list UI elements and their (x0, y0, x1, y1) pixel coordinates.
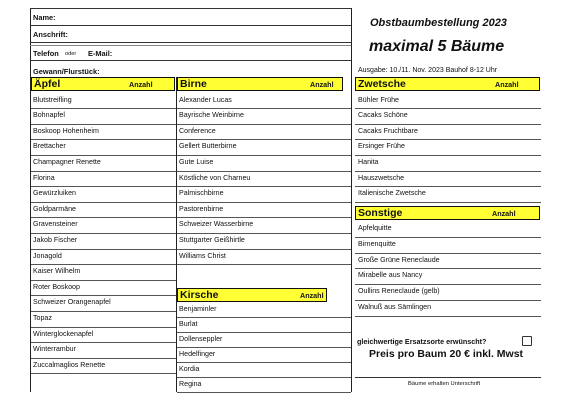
list-item-aepfel: Jonagold (33, 251, 62, 260)
amount-field-aepfel[interactable] (31, 249, 176, 250)
list-item-zwetsche: Italienische Zwetsche (358, 189, 426, 198)
amount-field-birne[interactable] (177, 233, 351, 234)
list-item-birne: Schweizer Wasserbirne (179, 220, 254, 229)
amount-field-birne[interactable] (177, 108, 351, 109)
amount-field-kirsche[interactable] (177, 362, 351, 363)
parcel-label: Gewann/Flurstück: (33, 67, 100, 76)
list-item-sonstige: Walnuß aus Sämlingen (358, 303, 432, 311)
list-item-zwetsche: Bühler Frühe (358, 95, 400, 104)
amount-field-birne[interactable] (177, 139, 351, 140)
list-item-birne: Bayrische Weinbirne (179, 111, 244, 120)
list-item-aepfel: Goldparmäne (33, 204, 76, 213)
list-item-sonstige: Oullins Reneclaude (gelb) (358, 287, 440, 296)
amount-field-kirsche[interactable] (177, 317, 351, 318)
list-item-sonstige: Birnenquitte (358, 239, 396, 248)
section-header-kirsche (177, 288, 327, 302)
amount-field-aepfel[interactable] (31, 280, 176, 281)
amount-field-sonstige[interactable] (355, 284, 541, 285)
list-item-aepfel: Winterglockenapfel (33, 329, 94, 338)
section-header-zwetsche (355, 77, 540, 91)
amount-field-birne[interactable] (177, 186, 351, 187)
amount-field-aepfel[interactable] (31, 264, 176, 265)
list-item-zwetsche: Ersinger Frühe (358, 142, 405, 151)
amount-field-birne[interactable] (177, 202, 351, 203)
amount-field-aepfel[interactable] (31, 186, 176, 187)
list-item-birne: Gellert Butterbirne (179, 142, 237, 151)
list-item-zwetsche: Cacaks Fruchtbare (358, 126, 418, 135)
phone-field[interactable] (30, 60, 351, 61)
amount-field-sonstige[interactable] (355, 300, 541, 301)
amount-field-zwetsche[interactable] (355, 155, 541, 156)
amount-field-zwetsche[interactable] (355, 171, 541, 172)
amount-field-zwetsche[interactable] (355, 108, 541, 109)
amount-label-sonstige: Anzahl (492, 209, 516, 218)
section-title-kirsche: Kirsche (180, 289, 219, 301)
list-item-birne: Köstliche von Charneu (179, 173, 251, 182)
list-item-kirsche: Burlat (179, 320, 198, 328)
list-item-aepfel: Brettacher (33, 142, 66, 151)
list-item-kirsche: Benjaminler (179, 305, 217, 313)
amount-field-aepfel[interactable] (31, 171, 176, 172)
amount-field-sonstige[interactable] (355, 237, 541, 238)
list-item-birne: Pastorenbirne (179, 204, 224, 213)
price-text: Preis pro Baum 20 € inkl. Mwst (369, 348, 524, 360)
signature-line[interactable] (355, 377, 541, 378)
amount-field-aepfel[interactable] (31, 108, 176, 109)
address-label: Anschrift: (33, 30, 68, 39)
amount-field-birne[interactable] (177, 217, 351, 218)
amount-label-zwetsche: Anzahl (495, 80, 519, 89)
amount-field-aepfel[interactable] (31, 202, 176, 203)
list-item-aepfel: Zuccalmaglios Renette (33, 360, 106, 369)
list-item-aepfel: Roter Boskoop (33, 282, 80, 291)
name-label: Name: (33, 13, 56, 22)
list-item-aepfel: Topaz (33, 313, 52, 322)
amount-field-aepfel[interactable] (31, 373, 176, 374)
list-item-zwetsche: Cacaks Schöne (358, 111, 408, 120)
amount-field-aepfel[interactable] (31, 233, 176, 234)
pickup-info: Ausgabe: 10./11. Nov. 2023 Bauhof 8-12 Uhr (358, 67, 498, 74)
amount-label-kirsche: Anzahl (300, 291, 324, 300)
list-item-kirsche: Regina (179, 380, 202, 388)
replacement-checkbox[interactable] (522, 336, 532, 346)
amount-field-zwetsche[interactable] (355, 186, 541, 187)
list-item-birne: Palmischbirne (179, 189, 224, 198)
amount-field-kirsche[interactable] (177, 377, 351, 378)
list-item-kirsche: Kordia (179, 365, 200, 373)
section-header-birne (177, 77, 343, 91)
section-title-zwetsche: Zwetsche (358, 78, 406, 90)
list-item-aepfel: Jakob Fischer (33, 235, 78, 244)
left-border (30, 8, 31, 392)
amount-field-sonstige[interactable] (355, 316, 541, 317)
list-item-sonstige: Große Grüne Reneclaude (358, 255, 440, 264)
list-item-zwetsche: Hauszwetsche (358, 173, 405, 182)
name-field[interactable] (30, 25, 351, 26)
list-item-zwetsche: Hanita (358, 157, 379, 166)
list-item-birne: Stuttgarter Geißhirtle (179, 235, 245, 244)
section-header-sonstige (355, 206, 540, 220)
max-trees-text: maximal 5 Bäume (369, 38, 505, 55)
phone-label: Telefon (33, 49, 59, 58)
amount-field-birne[interactable] (177, 264, 351, 265)
email-label: E-Mail: (88, 49, 113, 58)
section-header-aepfel (31, 77, 175, 91)
amount-field-aepfel[interactable] (31, 217, 176, 218)
amount-field-zwetsche[interactable] (355, 139, 541, 140)
phone-or-label: oder (65, 51, 77, 57)
amount-field-aepfel[interactable] (31, 124, 176, 125)
amount-field-zwetsche[interactable] (355, 202, 541, 203)
rule (30, 8, 351, 9)
amount-field-birne[interactable] (177, 249, 351, 250)
amount-field-aepfel[interactable] (31, 342, 176, 343)
amount-field-kirsche[interactable] (177, 347, 351, 348)
address-field-2[interactable] (30, 45, 351, 46)
amount-field-aepfel[interactable] (31, 311, 176, 312)
amount-field-kirsche[interactable] (177, 332, 351, 333)
list-item-aepfel: Blutstreifling (33, 95, 72, 104)
amount-field-birne[interactable] (177, 124, 351, 125)
list-item-aepfel: Champagner Renette (33, 157, 101, 166)
amount-field-birne[interactable] (177, 155, 351, 156)
amount-field-zwetsche[interactable] (355, 124, 541, 125)
replacement-question: gleichwertige Ersatzsorte erwünscht? (357, 337, 487, 346)
list-item-aepfel: Schweizer Orangenapfel (33, 298, 111, 307)
amount-label-birne: Anzahl (310, 80, 334, 89)
form-title: Obstbaumbestellung 2023 (370, 17, 507, 29)
amount-label-aepfel: Anzahl (129, 80, 153, 89)
amount-field-sonstige[interactable] (355, 253, 541, 254)
address-field[interactable] (30, 42, 351, 43)
list-item-sonstige: Apfelquitte (358, 224, 392, 232)
list-item-kirsche: Dollenseppler (179, 335, 223, 343)
list-item-sonstige: Mirabelle aus Nancy (358, 271, 423, 280)
list-item-aepfel: Gewürzluiken (33, 189, 76, 198)
list-item-birne: Alexander Lucas (179, 95, 232, 104)
list-item-aepfel: Boskoop Hohenheim (33, 126, 99, 135)
amount-field-aepfel[interactable] (31, 358, 176, 359)
list-item-kirsche: Hedelfinger (179, 350, 216, 358)
amount-field-sonstige[interactable] (355, 268, 541, 269)
amount-field-aepfel[interactable] (31, 295, 176, 296)
amount-field-birne[interactable] (177, 171, 351, 172)
middle-divider-top (351, 8, 352, 392)
list-item-birne: Williams Christ (179, 251, 226, 260)
amount-field-kirsche[interactable] (177, 392, 351, 393)
list-item-aepfel: Winterrambur (33, 345, 76, 354)
section-title-aepfel: Äpfel (34, 78, 61, 90)
section-title-sonstige: Sonstige (358, 207, 403, 219)
list-item-aepfel: Florina (33, 173, 55, 182)
amount-field-aepfel[interactable] (31, 139, 176, 140)
amount-field-aepfel[interactable] (31, 327, 176, 328)
amount-field-aepfel[interactable] (31, 155, 176, 156)
list-item-birne: Gute Luise (179, 157, 214, 166)
list-item-aepfel: Bohnapfel (33, 111, 65, 120)
section-title-birne: Birne (180, 78, 207, 90)
signature-label: Bäume erhalten Unterschrift (408, 381, 481, 387)
list-item-birne: Conference (179, 126, 216, 135)
list-item-aepfel: Kaiser Wilhelm (33, 267, 81, 276)
list-item-aepfel: Gravensteiner (33, 220, 78, 229)
